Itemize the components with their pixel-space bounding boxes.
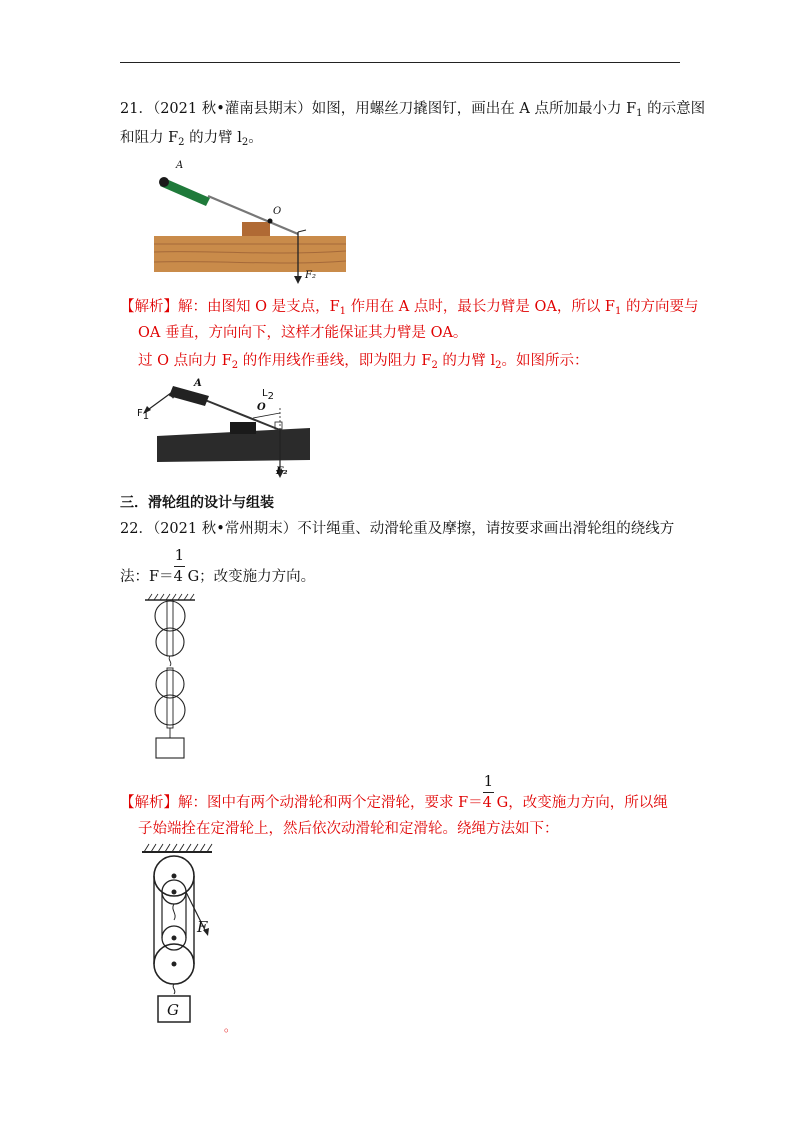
a22-tag: 【解析】 bbox=[120, 795, 178, 811]
a21-tag: 【解析】 bbox=[120, 299, 178, 315]
section-heading: 三．滑轮组的设计与组装 bbox=[120, 495, 274, 511]
q22-source: （2021 秋•常州期末） bbox=[152, 521, 298, 537]
fixed-pulley-1 bbox=[155, 601, 185, 631]
a21-line-1: 【解析】解：由图知 O 是支点，$F_1$ 作用在 A 点时，最长力臂是 OA，所以 $F_1$ 的方向要与 bbox=[120, 299, 699, 317]
a22-line-1: 【解析】解：图中有两个动滑轮和两个定滑轮，要求 F＝ $\frac{1}{4}$ G，改变施力方向，所以绳 bbox=[120, 792, 668, 814]
q22-line-1: 22．（2021 秋•常州期末）不计绳重、动滑轮重及摩擦，请按要求画出滑轮组的绕线方 bbox=[120, 521, 675, 537]
label-o-answer: O bbox=[257, 402, 266, 413]
q21-source: （2021 秋•灌南县期末） bbox=[152, 101, 312, 117]
moving-pulley-1 bbox=[156, 670, 184, 698]
label-a-answer: A bbox=[194, 378, 202, 389]
label-f2-answer: F₂ bbox=[276, 466, 288, 477]
wood-block bbox=[242, 222, 270, 236]
pulley-answer-figure bbox=[140, 840, 240, 1025]
q21-number: 21． bbox=[120, 101, 153, 117]
header-rule bbox=[120, 62, 680, 63]
label-f1: $F_1$ bbox=[137, 408, 150, 422]
q22-number: 22． bbox=[120, 521, 153, 537]
weight-box bbox=[156, 738, 184, 758]
q21-line-1: 21．（2021 秋•灌南县期末）如图，用螺丝刀撬图钉，画出在 A 点所加最小力 $F_1$ 的示意图 bbox=[120, 101, 706, 119]
l2-line bbox=[253, 413, 280, 418]
fraction-one-quarter-answer: $\frac{1}{4}$ bbox=[482, 772, 494, 811]
label-o: O bbox=[273, 206, 282, 217]
moving-pulley-2 bbox=[155, 695, 185, 725]
label-g: G bbox=[167, 1001, 179, 1019]
fixed-pulley-2 bbox=[156, 628, 184, 656]
label-l2: $L_2$ bbox=[262, 388, 274, 402]
fulcrum-point bbox=[268, 219, 273, 224]
a21-line-3: 过 O 点向力 $F_2$ 的作用线作垂线，即为阻力 $F_2$ 的力臂 $l_2$。如图所示： bbox=[138, 353, 589, 371]
screwdriver-figure bbox=[150, 158, 350, 288]
pulley-figure bbox=[140, 592, 200, 762]
fraction-one-quarter: $\frac{1}{4}$ bbox=[173, 546, 185, 585]
label-a: A bbox=[176, 160, 184, 171]
q21-line-2: 和阻力 $F_2$ 的力臂 $l_2$。 bbox=[120, 130, 263, 148]
label-f: F bbox=[197, 918, 208, 936]
wood-board bbox=[154, 236, 346, 272]
a21-line-2: OA 垂直，方向向下，这样才能保证其力臂是 OA。 bbox=[138, 325, 468, 341]
label-f2: F₂ bbox=[305, 270, 316, 281]
a22-line-2: 子始端拴在定滑轮上，然后依次动滑轮和定滑轮。绕绳方法如下： bbox=[138, 821, 559, 837]
q22-line-2: 法：F＝ $\frac{1}{4}$ G；改变施力方向。 bbox=[120, 566, 315, 588]
tail-mark: 。 bbox=[224, 1020, 237, 1034]
